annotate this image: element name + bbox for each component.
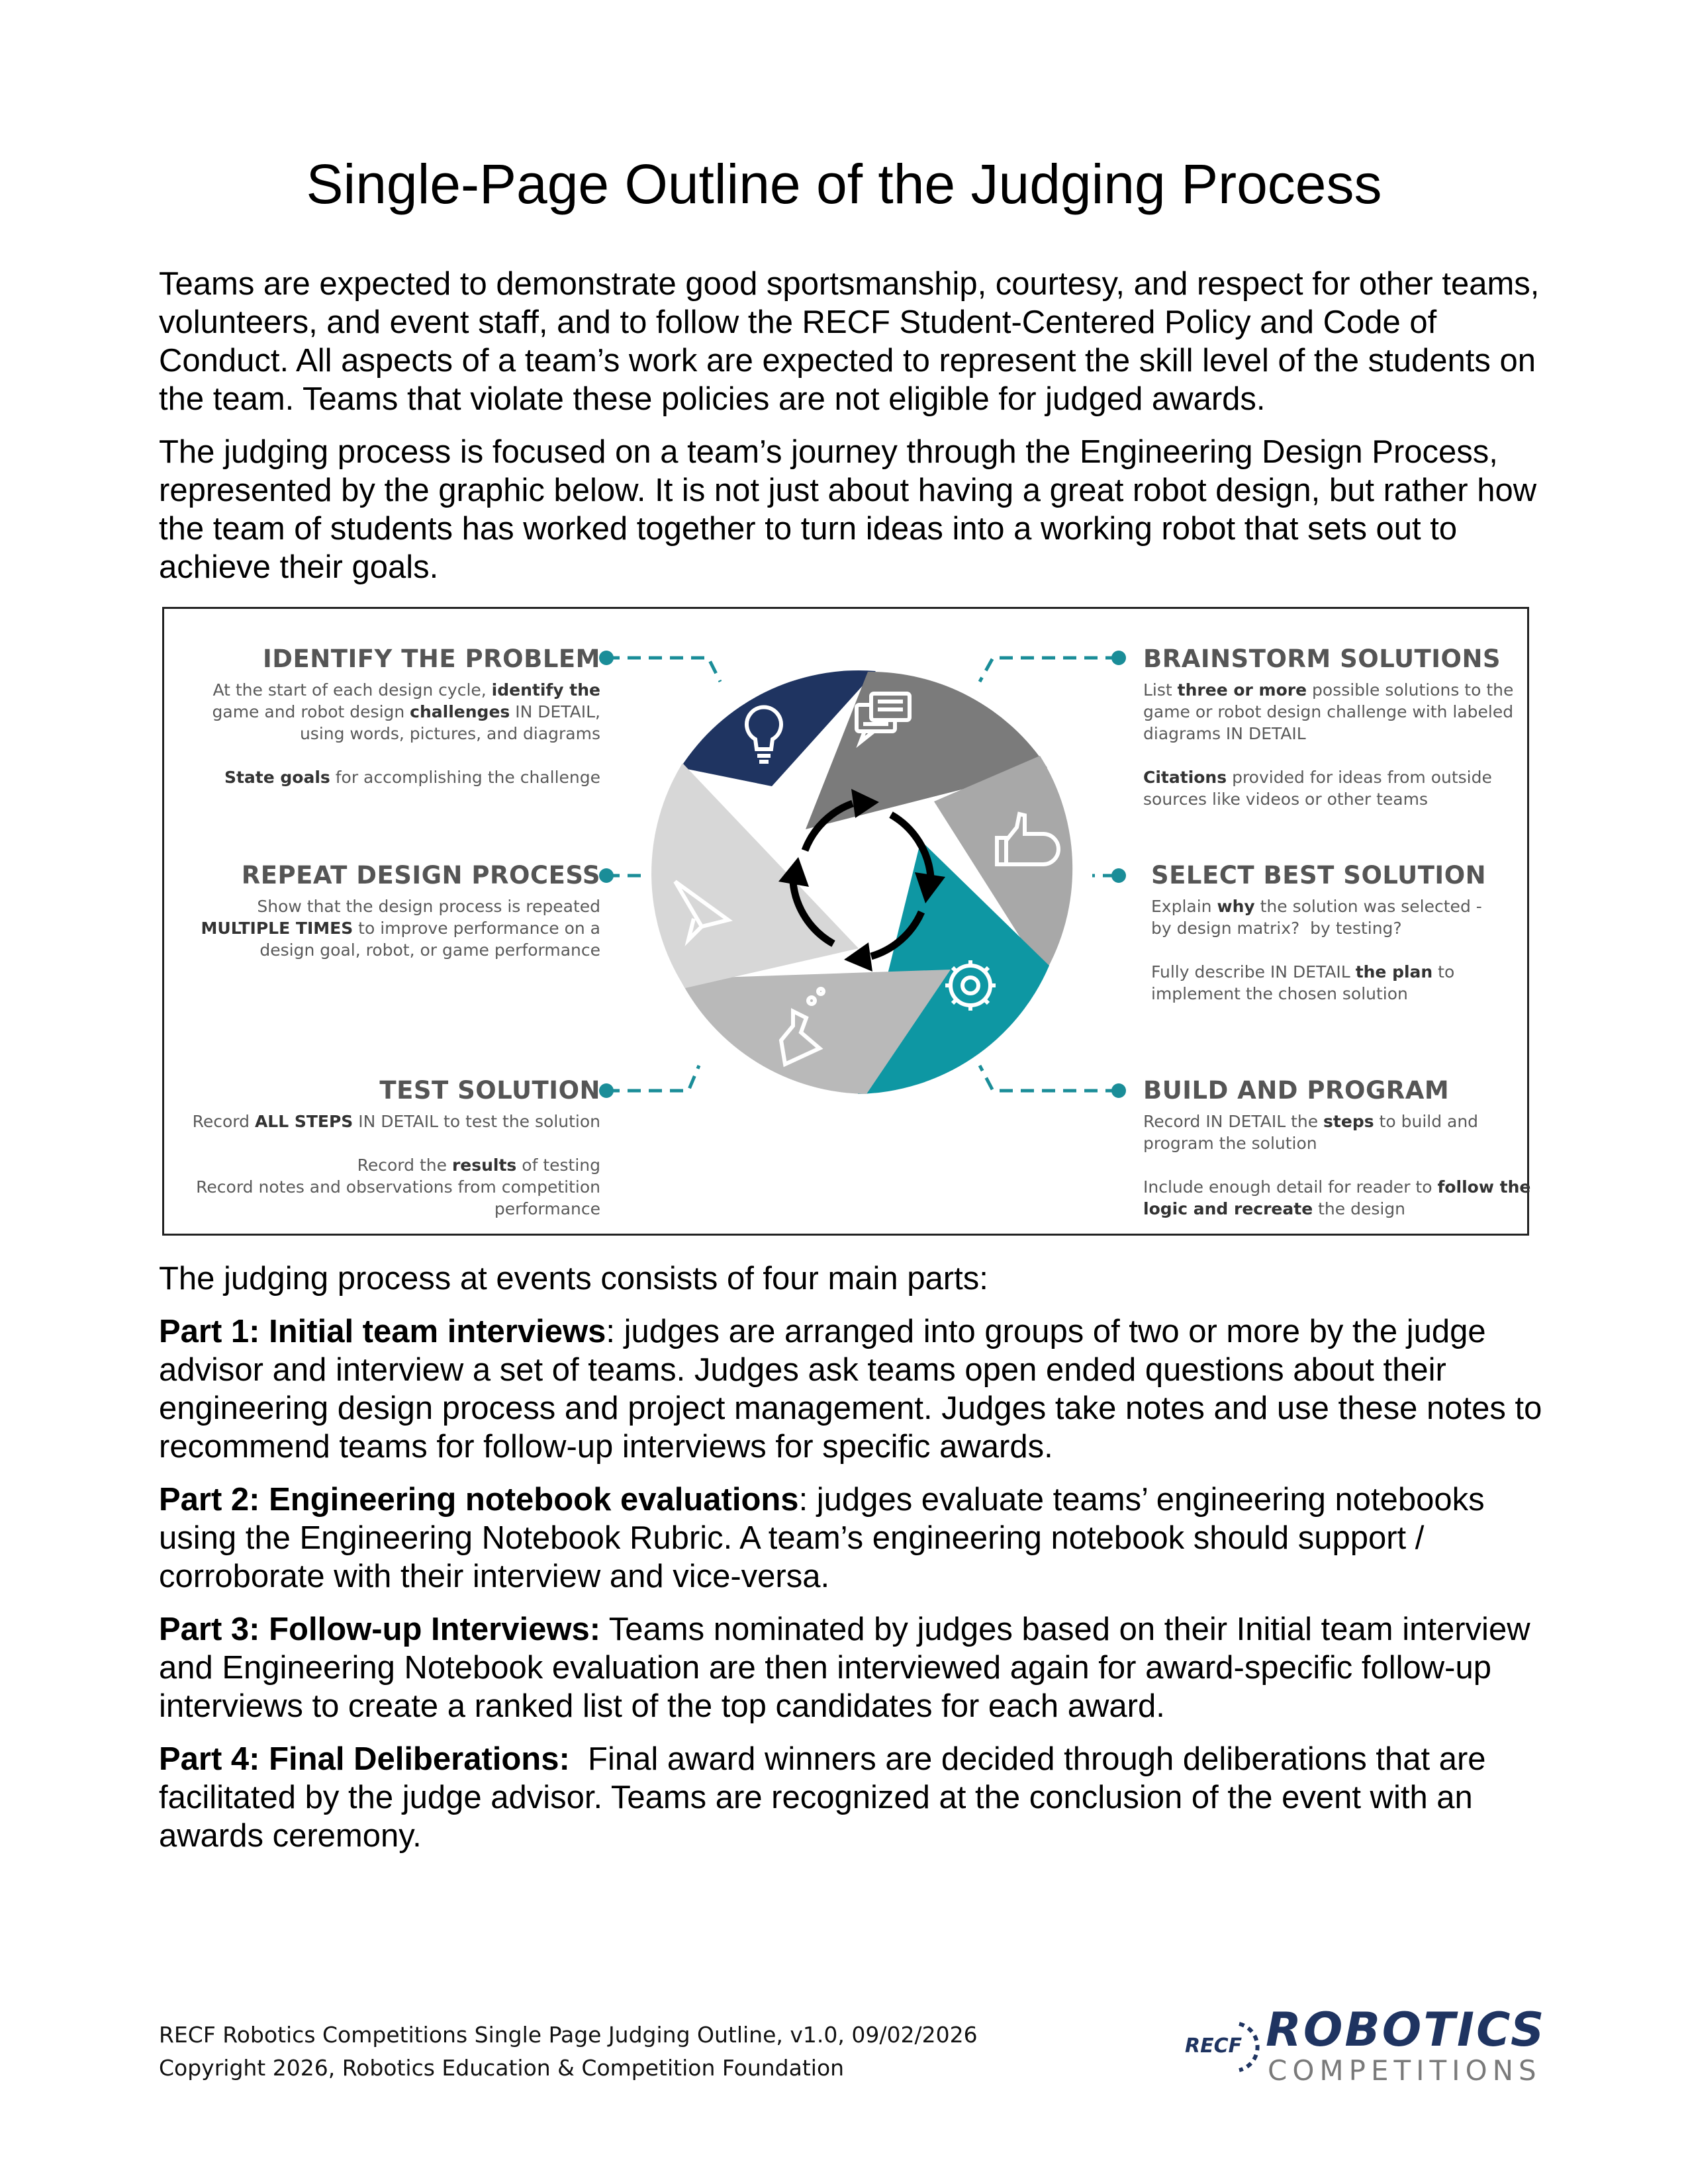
stage-text-line: program the solution — [1143, 1134, 1317, 1153]
stage-brainstorm-solutions — [1143, 645, 1513, 810]
stage-text-line: logic and recreate the design — [1143, 1199, 1406, 1218]
connector-brainstorm — [980, 658, 1119, 682]
part-1: Part 1: Initial team interviews: judges are arranged into groups of two or more by the judge advisor and interview a set of teams. Judges ask teams open ended questions about their engineering design process and project management. Judges take notes and use these notes to recommend teams for follow-up interviews for specific awards. — [159, 1314, 1542, 1465]
logo-robotics-text: ROBOTICS — [1266, 2003, 1546, 2057]
stage-text-line: by design matrix? by testing? — [1151, 919, 1402, 938]
stage-text-line: using words, pictures, and diagrams — [299, 724, 600, 743]
stage-text-line: List three or more possible solutions to the — [1143, 680, 1514, 700]
connector-identify — [606, 658, 720, 682]
stage-text-line: Explain why the solution was selected - — [1151, 897, 1482, 916]
part-3: Part 3: Follow-up Interviews: Teams nominated by judges based on their Initial team interview and Engineering Notebook evaluation are then interviewed again for award-specific follow-up interviews to create a ranked list of the top candidates for each award. — [159, 1612, 1530, 1724]
stage-text-line: Show that the design process is repeated — [257, 897, 600, 916]
logo-competitions-text: COMPETITIONS — [1268, 2054, 1542, 2087]
logo-gear-icon — [1233, 2020, 1266, 2074]
stage-select-best-solution — [1151, 861, 1486, 1005]
page-title: Single-Page Outline of the Judging Process — [306, 153, 1382, 215]
stage-text-line: Record the results of testing — [357, 1156, 600, 1175]
connector-build — [980, 1066, 1119, 1091]
stage-text-line: game or robot design challenge with labeled — [1143, 702, 1514, 721]
stage-test-solution — [193, 1076, 600, 1220]
stage-build-and-program — [1143, 1076, 1530, 1220]
intro-paragraph-2: The judging process is focused on a team’s journey through the Engineering Design Process, represented by the graphic below. It is not just about having a great robot design, but rather how the team of students has worked together to turn ideas into a working robot that sets out to achieve their goals. — [159, 434, 1537, 585]
connector-test — [606, 1066, 699, 1091]
logo-recf-text: RECF — [1185, 2034, 1243, 2058]
stage-title: IDENTIFY THE PROBLEM — [263, 645, 600, 673]
footer-version-line: RECF Robotics Competitions Single Page Judging Outline, v1.0, 09/02/2026 — [159, 2022, 978, 2048]
stage-text-line: Citations provided for ideas from outside — [1143, 768, 1492, 787]
stage-text-line: game and robot design challenges IN DETAIL, — [212, 702, 600, 721]
stage-text-line: diagrams IN DETAIL — [1143, 724, 1306, 743]
recf-robotics-logo — [1185, 2003, 1546, 2087]
intro-section — [159, 265, 1542, 586]
stage-title: REPEAT DESIGN PROCESS — [241, 861, 600, 889]
stage-text-line: implement the chosen solution — [1151, 984, 1408, 1003]
footer-copyright-line: Copyright 2026, Robotics Education & Competition Foundation — [159, 2055, 845, 2081]
stage-text-line: State goals for accomplishing the challenge — [224, 768, 600, 787]
stage-text-line: At the start of each design cycle, identify the — [212, 680, 600, 700]
intro-paragraph-1: Teams are expected to demonstrate good sportsmanship, courtesy, and respect for other teams, volunteers, and event staff, and to follow the RECF Student-Centered Policy and Code of Conduct. All aspects of a team’s work are expected to represent the skill level of the students on the team. Teams that violate these policies are not eligible for judged awards. — [159, 266, 1540, 417]
stage-text-line: design goal, robot, or game performance — [259, 940, 600, 960]
parts-intro: The judging process at events consists of four main parts: — [159, 1261, 988, 1297]
part-2: Part 2: Engineering notebook evaluations: judges evaluate teams’ engineering notebooks using the Engineering Notebook Rubric. A team’s engineering notebook should support / corroborate with their interview and vice-versa. — [159, 1482, 1485, 1594]
stage-title: BUILD AND PROGRAM — [1143, 1076, 1450, 1105]
stage-text-line: Record notes and observations from competition — [196, 1177, 600, 1197]
footer — [159, 2019, 978, 2085]
stage-text-line: performance — [494, 1199, 600, 1218]
stage-text-line: MULTIPLE TIMES to improve performance on a — [201, 919, 600, 938]
stage-text-line: Record IN DETAIL the steps to build and — [1143, 1112, 1479, 1131]
parts-section — [159, 1259, 1542, 1855]
stage-text-line: Record ALL STEPS IN DETAIL to test the solution — [192, 1112, 600, 1131]
stage-title: BRAINSTORM SOLUTIONS — [1143, 645, 1501, 673]
stage-title: TEST SOLUTION — [379, 1076, 600, 1105]
stage-text-line: Include enough detail for reader to follow the — [1143, 1177, 1531, 1197]
stage-identify-the-problem — [212, 645, 601, 788]
stage-repeat-design-process — [201, 861, 600, 961]
stage-text-line: Fully describe IN DETAIL the plan to — [1151, 962, 1455, 981]
engineering-design-process-diagram — [162, 607, 1529, 1236]
stage-text-line: sources like videos or other teams — [1143, 790, 1429, 809]
part-4: Part 4: Final Deliberations: Final award winners are decided through deliberations that are facilitated by the judge advisor. Teams are recognized at the conclusion of the event with an awards ceremony. — [159, 1741, 1486, 1854]
stage-title: SELECT BEST SOLUTION — [1151, 861, 1487, 889]
